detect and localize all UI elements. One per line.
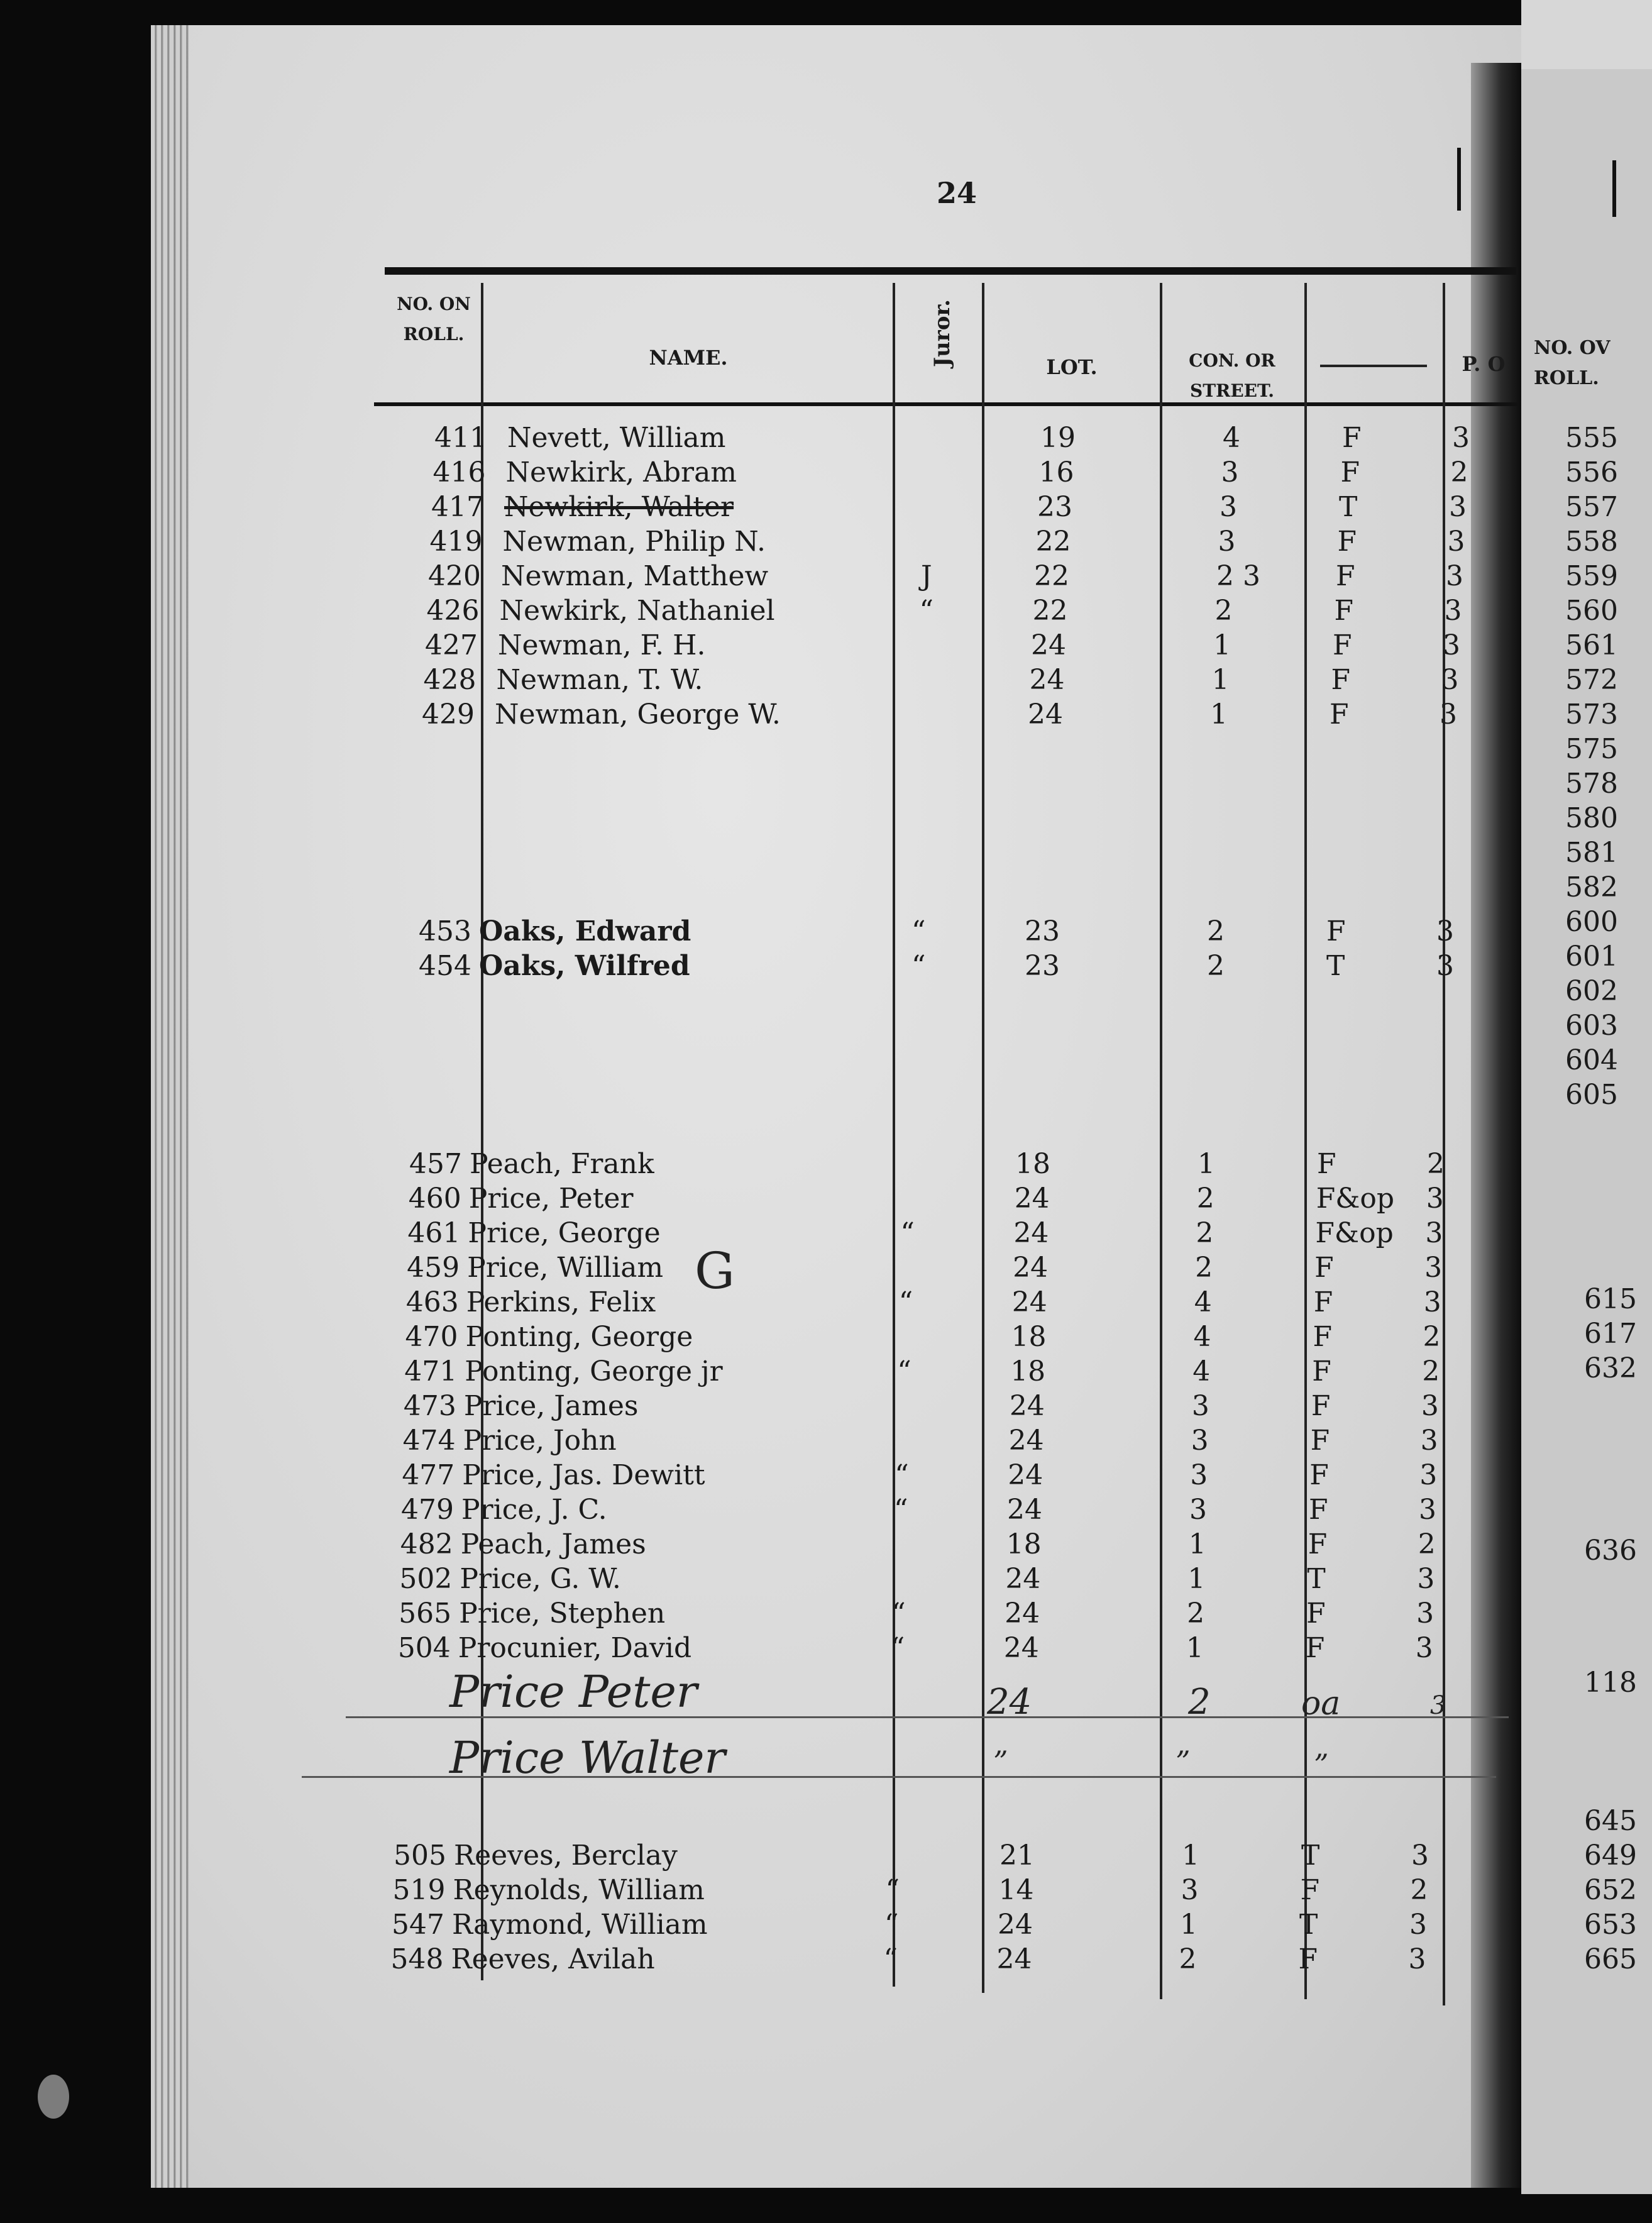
tenure: F [1300,1874,1320,1906]
post-office: 3 [1425,1217,1443,1249]
entry-name: Reeves, Avilah [451,1943,655,1975]
page-number: 24 [937,176,977,210]
entry-name: Oaks, Edward [479,915,691,947]
facing-roll-number: 632 [1584,1352,1637,1384]
post-office: 3 [1449,491,1467,523]
concession: 4 [1194,1286,1212,1318]
facing-roll-number: 653 [1584,1909,1637,1941]
lot-number: 18 [1011,1321,1047,1353]
facing-roll-number: 617 [1584,1318,1637,1350]
facing-roll-number: 605 [1565,1079,1618,1111]
header-top-rule [385,267,1516,275]
header-po: P. O [1462,352,1506,376]
post-office: 2 [1427,1148,1445,1180]
header-name: NAME. [649,346,728,370]
juror-mark: “ [890,1632,905,1664]
lot-number: 18 [1015,1148,1050,1180]
entry-name: Newman, Matthew [501,560,769,592]
roll-number: 428 [423,664,476,696]
roll-number: 473 [403,1390,456,1422]
roll-number: 502 [399,1563,453,1595]
lot-number: 24 [1029,664,1065,696]
tenure: F [1337,526,1357,558]
concession: 2 [1207,950,1225,982]
roll-number: 459 [407,1252,460,1284]
lot-number: 22 [1035,526,1071,558]
tenure: F [1330,698,1349,731]
post-office: 3 [1408,1943,1426,1975]
facing-roll-number: 615 [1584,1283,1637,1315]
tenure: F [1313,1286,1333,1318]
header-no-on-roll-line2: ROLL. [403,324,465,345]
lot-number: 24 [1005,1597,1040,1630]
concession: 1 [1211,664,1230,696]
post-office: 3 [1436,950,1454,982]
tenure: F [1298,1943,1318,1975]
concession: 1 [1186,1632,1204,1664]
entry-name: Reeves, Berclay [454,1840,678,1872]
roll-number: 460 [408,1183,461,1215]
lot-number: 23 [1025,950,1060,982]
post-office: 3 [1421,1390,1439,1422]
tenure: F [1312,1355,1331,1387]
tenure: F&op [1315,1217,1394,1249]
juror-mark: “ [891,1597,906,1630]
facing-roll-number: 557 [1565,491,1618,523]
juror-mark: “ [897,1355,911,1387]
tenure: F [1333,629,1352,661]
entry-name: Perkins, Felix [466,1286,656,1318]
roll-number: 457 [409,1148,462,1180]
tenure: F [1313,1321,1333,1353]
post-office: 2 [1418,1528,1436,1560]
roll-number: 427 [425,629,478,661]
entry-name: Price, Jas. Dewitt [462,1459,705,1491]
facing-header [1534,333,1611,394]
entry-name: Price, William [467,1252,664,1284]
entry-name: Price, John [463,1425,617,1457]
concession: 4 [1192,1355,1211,1387]
entry-name: Raymond, William [452,1909,708,1941]
post-office: 3 [1444,595,1462,627]
tenure: T [1299,1909,1318,1941]
tenure: F [1310,1425,1330,1457]
handwritten-entry-lot: 24 [987,1682,1032,1723]
post-office: 3 [1436,915,1454,947]
post-office: 3 [1423,1286,1441,1318]
tenure: F [1314,1252,1334,1284]
tenure: T [1339,491,1358,523]
lot-number: 24 [998,1909,1033,1941]
facing-header-line2: ROLL. [1534,367,1599,389]
facing-roll-number: 575 [1565,733,1618,765]
page-mark [1612,160,1616,217]
tenure: F [1308,1528,1328,1560]
concession: 1 [1198,1148,1215,1180]
concession: 3 [1189,1494,1207,1526]
entry-name: Newkirk, Abram [505,456,737,488]
facing-roll-number: 578 [1565,768,1618,800]
post-office: 3 [1424,1252,1443,1284]
header-con-line1: CON. OR [1189,350,1275,371]
entry-name: Oaks, Wilfred [479,950,690,982]
post-office: 3 [1419,1494,1436,1526]
handwritten-entry-name: Price Walter [449,1732,725,1784]
entry-name: Ponting, George jr [465,1355,723,1387]
column-rule [893,283,895,1987]
juror-mark: “ [911,915,926,947]
post-office: 3 [1447,526,1465,558]
post-office: 3 [1426,1183,1444,1215]
tenure: F [1331,664,1351,696]
handwritten-entry-con: 2 [1188,1682,1211,1723]
tenure: T [1326,950,1345,982]
concession: 1 [1182,1840,1199,1872]
post-office: 2 [1450,456,1468,488]
post-office: 3 [1419,1459,1438,1491]
facing-page-edge [1471,63,1521,2188]
header-tenure-dash [1320,365,1427,367]
roll-number: 454 [419,950,471,982]
column-rule [1160,283,1162,1999]
post-office: 3 [1415,1632,1433,1664]
header-no-on-roll-line1: NO. ON [397,294,471,314]
entry-name: Reynolds, William [453,1874,705,1906]
facing-page-top [1521,0,1652,69]
juror-mark: “ [885,1874,900,1906]
entry-name: Newkirk, Walter [504,491,734,523]
facing-roll-number: 600 [1565,906,1618,938]
facing-roll-number: 572 [1565,664,1618,696]
roll-number: 471 [404,1355,458,1387]
facing-roll-number: 649 [1584,1840,1637,1872]
roll-number: 479 [401,1494,454,1526]
concession: 3 [1221,456,1239,488]
roll-number: 416 [432,456,486,488]
facing-roll-number: 652 [1584,1874,1637,1906]
post-office: 3 [1420,1425,1438,1457]
concession: 3 [1220,491,1237,523]
concession: 2 [1187,1597,1205,1630]
lot-number: 24 [1007,1494,1042,1526]
concession: 2 [1179,1943,1197,1975]
roll-number: 461 [407,1217,461,1249]
entry-name: Price, James [463,1390,639,1422]
concession: 2 [1207,915,1225,947]
concession: 4 [1193,1321,1211,1353]
lot-number: 22 [1032,595,1068,627]
header-con-line2: STREET. [1190,380,1274,401]
lot-number: 24 [1003,1632,1039,1664]
header-no-on-roll [390,289,478,350]
entry-name: Newkirk, Nathaniel [499,595,775,627]
roll-number: 419 [429,526,483,558]
entry-name: Ponting, George [465,1321,693,1353]
handwritten-entry-tenure: ” [1314,1748,1329,1782]
lot-number: 24 [1031,629,1066,661]
lot-number: 24 [1005,1563,1041,1595]
facing-roll-number: 665 [1584,1943,1637,1975]
juror-mark: J [921,560,932,592]
facing-roll-number: 580 [1565,802,1618,834]
entry-name: Nevett, William [507,422,726,454]
facing-roll-number: 573 [1565,698,1618,731]
concession: 2 [1196,1217,1214,1249]
post-office: 2 [1423,1321,1441,1353]
page-smudge [38,2075,69,2119]
facing-roll-number: 556 [1565,456,1618,488]
lot-number: 24 [1014,1183,1050,1215]
roll-number: 547 [392,1909,444,1941]
lot-number: 24 [996,1943,1032,1975]
tenure: F [1326,915,1346,947]
handwritten-entry-tenure: oa [1301,1685,1341,1723]
lot-number: 24 [1008,1425,1044,1457]
roll-number: 505 [394,1840,446,1872]
header-lot: LOT. [1046,355,1098,379]
tenure: F [1342,422,1362,454]
roll-number: 504 [397,1632,451,1664]
tenure: F [1311,1390,1331,1422]
concession: 2 [1195,1252,1213,1284]
concession: 1 [1188,1528,1206,1560]
lot-number: 21 [999,1840,1035,1872]
roll-number: 548 [390,1943,444,1975]
tenure: F [1340,456,1360,488]
header-bottom-rule [374,402,1518,406]
concession: 2 [1214,595,1233,627]
lot-number: 24 [1013,1217,1049,1249]
margin-handwritten-mark: G [695,1242,735,1300]
concession: 1 [1213,629,1231,661]
lot-number: 23 [1025,915,1060,947]
facing-roll-number: 561 [1565,629,1618,661]
lot-number: 14 [998,1874,1034,1906]
roll-number: 470 [405,1321,458,1353]
column-rule [1443,283,1445,2005]
lot-number: 24 [1011,1286,1047,1318]
concession: 3 [1218,526,1236,558]
tenure: F [1334,595,1354,627]
concession: 1 [1210,698,1228,731]
facing-header-line1: NO. OV [1534,337,1611,359]
column-rule [982,283,984,1993]
tenure: F [1306,1597,1326,1630]
lot-number: 18 [1006,1528,1042,1560]
lot-number: 24 [1009,1390,1045,1422]
facing-roll-number: 601 [1565,940,1618,973]
handwritten-entry-po: 3 [1430,1691,1446,1720]
entry-name: Peach, James [460,1528,646,1560]
tenure: T [1301,1840,1320,1872]
facing-roll-number: 604 [1565,1044,1618,1076]
post-office: 3 [1440,698,1457,731]
roll-number: 417 [431,491,484,523]
entry-name: Price, Peter [468,1183,634,1215]
post-office: 2 [1422,1355,1440,1387]
concession: 3 [1191,1425,1209,1457]
tenure: T [1307,1563,1326,1595]
lot-number: 23 [1037,491,1072,523]
entry-name: Newman, F. H. [498,629,706,661]
facing-roll-number: 581 [1565,837,1618,869]
tenure: F [1305,1632,1325,1664]
roll-number: 426 [426,595,480,627]
post-office: 3 [1443,629,1460,661]
post-office: 3 [1441,664,1459,696]
lot-number: 24 [1028,698,1063,731]
facing-roll-number: 582 [1565,871,1618,903]
concession: 4 [1223,422,1240,454]
entry-name: Newman, Philip N. [502,526,766,558]
facing-roll-number: 602 [1565,975,1618,1007]
entry-name: Peach, Frank [470,1148,654,1180]
tenure: F [1309,1494,1328,1526]
entry-name: Newman, T. W. [496,664,703,696]
roll-number: 420 [428,560,481,592]
column-rule [1304,283,1307,1999]
roll-number: 453 [419,915,471,947]
concession: 3 [1181,1874,1199,1906]
roll-number: 477 [402,1459,455,1491]
lot-number: 24 [1013,1252,1049,1284]
concession: 2 [1196,1183,1214,1215]
entry-name: Price, J. C. [461,1494,607,1526]
tenure: F&op [1316,1183,1395,1215]
facing-roll-number: 558 [1565,526,1618,558]
facing-roll-number: 118 [1584,1667,1637,1699]
concession: 3 [1191,1390,1209,1422]
concession: 1 [1180,1909,1198,1941]
post-office: 3 [1452,422,1470,454]
facing-roll-number: 636 [1584,1535,1637,1567]
entry-name: Price, George [468,1217,661,1249]
juror-mark: “ [911,950,926,982]
handwritten-entry-lot: ” [993,1745,1008,1779]
post-office: 3 [1417,1563,1435,1595]
handwritten-entry-name: Price Peter [449,1666,698,1718]
entry-name: Price, G. W. [460,1563,621,1595]
entry-name: Price, Stephen [459,1597,666,1630]
facing-roll-number: 645 [1584,1805,1637,1837]
concession: 2 3 [1216,560,1260,592]
tenure: F [1336,560,1355,592]
roll-number: 482 [400,1528,453,1560]
entry-name: Procunier, David [458,1632,692,1664]
roll-number: 519 [392,1874,446,1906]
lot-number: 16 [1038,456,1074,488]
facing-roll-number: 560 [1565,595,1618,627]
roll-number: 411 [434,422,487,454]
juror-mark: “ [898,1286,913,1318]
post-office: 3 [1446,560,1463,592]
concession: 3 [1190,1459,1208,1491]
facing-roll-number: 555 [1565,422,1618,454]
lot-number: 22 [1034,560,1069,592]
entry-name: Newman, George W. [495,698,781,731]
lot-number: 24 [1008,1459,1044,1491]
post-office: 2 [1410,1874,1428,1906]
page-mark [1457,148,1461,211]
roll-number: 474 [402,1425,456,1457]
facing-roll-number: 559 [1565,560,1618,592]
roll-number: 429 [422,698,475,731]
juror-mark: “ [894,1494,908,1526]
tenure: F [1309,1459,1329,1491]
roll-number: 565 [399,1597,452,1630]
post-office: 3 [1411,1840,1429,1872]
lot-number: 19 [1040,422,1076,454]
lot-number: 18 [1010,1355,1046,1387]
juror-mark: “ [919,595,933,627]
roll-number: 463 [405,1286,459,1318]
concession: 1 [1187,1563,1206,1595]
header-juror: Juror. [930,299,955,368]
post-office: 3 [1409,1909,1427,1941]
juror-mark: “ [884,1909,899,1941]
juror-mark: “ [883,1943,898,1975]
juror-mark: “ [900,1217,915,1249]
juror-mark: “ [895,1459,909,1491]
post-office: 3 [1416,1597,1434,1630]
handwritten-entry-con: ” [1176,1745,1191,1779]
tenure: F [1317,1148,1336,1180]
facing-roll-number: 603 [1565,1010,1618,1042]
header-con-or-street [1163,346,1301,406]
